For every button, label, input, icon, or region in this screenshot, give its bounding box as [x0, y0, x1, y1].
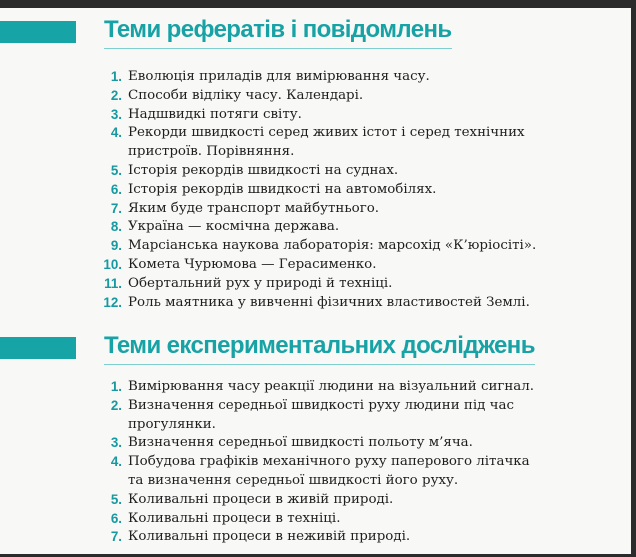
item-text-line: Рекорди швидкості серед живих істот і серед технічних [128, 125, 525, 141]
item-text-line: Надшвидкі потяги світу. [128, 106, 302, 122]
item-text-line: Визначення середньої швидкості руху людини під час [128, 397, 514, 413]
item-text-line: Визначення середньої швидкості польоту м’яча. [128, 435, 473, 451]
item-text-line: Коливальні процеси в живій природі. [128, 491, 394, 507]
section-accent-bar [0, 337, 76, 359]
list-item [0, 434, 608, 453]
item-number: 2. [110, 397, 122, 413]
topic-list [0, 378, 608, 547]
item-number: 9. [110, 238, 122, 254]
item-number: 7. [110, 200, 122, 216]
list-item [0, 218, 608, 237]
list-item [0, 294, 608, 313]
item-number: 7. [110, 529, 122, 545]
list-item [0, 453, 608, 491]
list-item [0, 200, 608, 219]
list-item [0, 237, 608, 256]
list-item [0, 106, 608, 125]
list-item [0, 181, 608, 200]
section-accent-bar [0, 21, 76, 43]
item-text-line: Вимірювання часу реакції людини на візуальний сигнал. [128, 379, 535, 394]
item-text-line: Обертальний рух у природі й техніці. [128, 275, 393, 291]
item-text-line: та визначення середньої швидкості його руху. [128, 472, 459, 488]
item-text-line: Марсіанська наукова лабораторія: марсохід «К’юріосіті». [128, 238, 537, 254]
topic-list [0, 68, 608, 312]
item-text-line: Еволюція приладів для вимірювання часу. [128, 69, 430, 84]
list-item [0, 510, 608, 529]
window-frame-top [0, 0, 636, 8]
item-number: 4. [110, 125, 122, 141]
item-text-line: Комета Чурюмова — Герасименко. [128, 256, 377, 272]
item-number: 1. [110, 379, 122, 394]
list-item [0, 162, 608, 181]
list-item [0, 68, 608, 87]
list-item [0, 275, 608, 294]
item-number: 1. [110, 69, 122, 84]
item-number: 8. [110, 219, 122, 235]
item-text-line: Коливальні процеси в неживій природі. [128, 529, 411, 545]
item-number: 5. [110, 491, 122, 507]
item-text-line: Побудова графіків механічного руху паперового літачка [128, 454, 530, 470]
list-item [0, 528, 608, 547]
list-item [0, 491, 608, 510]
item-number: 6. [110, 510, 122, 526]
item-text-line: Історія рекордів швидкості на суднах. [128, 162, 399, 178]
item-text-line: Способи відліку часу. Календарі. [128, 87, 364, 103]
list-item [0, 378, 608, 397]
list-item [0, 397, 608, 435]
list-item [0, 87, 608, 106]
item-number: 2. [110, 87, 122, 103]
list-item [0, 256, 608, 275]
textbook-page [0, 8, 631, 554]
window-frame-right [631, 0, 636, 557]
item-number: 3. [110, 106, 122, 122]
section-heading: Теми рефератів і повідомлень [104, 15, 452, 49]
item-number: 10. [103, 256, 122, 272]
item-number: 12. [103, 294, 122, 310]
item-text-line: Коливальні процеси в техніці. [128, 510, 341, 526]
item-number: 6. [110, 181, 122, 197]
item-text-line: Роль маятника у вивченні фізичних властивостей Землі. [128, 294, 530, 310]
list-item [0, 124, 608, 162]
item-text-line: Яким буде транспорт майбутнього. [128, 200, 380, 216]
item-text-line: прогулянки. [128, 416, 216, 432]
item-number: 11. [104, 275, 122, 291]
section-heading: Теми експериментальних досліджень [104, 331, 535, 365]
item-text-line: Історія рекордів швидкості на автомобілях. [128, 181, 437, 197]
item-number: 5. [110, 162, 122, 178]
item-text-line: Україна — космічна держава. [128, 219, 340, 235]
item-number: 3. [110, 435, 122, 451]
item-text-line: пристроїв. Порівняння. [128, 144, 295, 160]
item-number: 4. [110, 454, 122, 470]
